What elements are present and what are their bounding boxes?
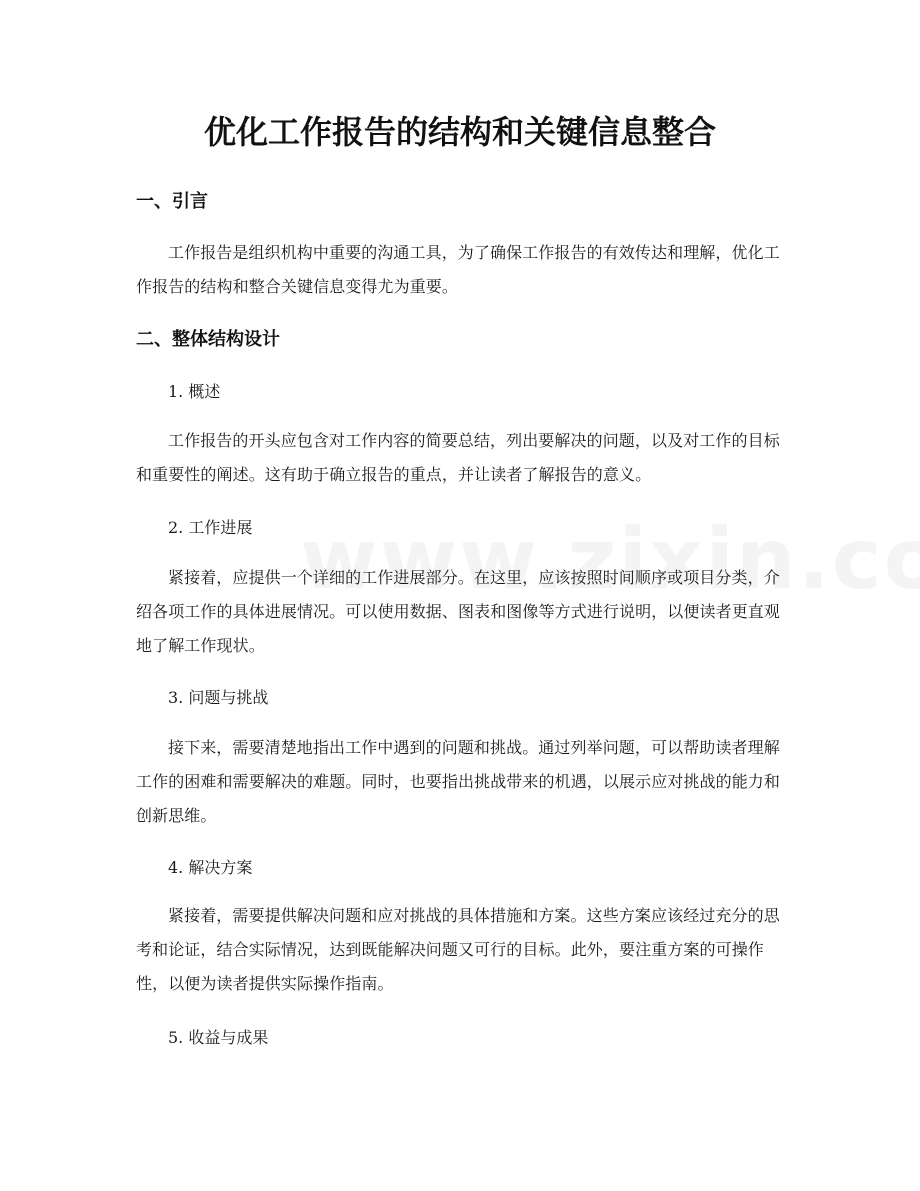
subheading-benefits: 5. 收益与成果 xyxy=(168,1028,269,1047)
section-heading-structure: 二、整体结构设计 xyxy=(136,329,280,350)
subheading-overview: 1. 概述 xyxy=(168,382,221,401)
subheading-progress: 2. 工作进展 xyxy=(168,518,253,537)
subheading-challenges: 3. 问题与挑战 xyxy=(168,688,269,707)
document-title: 优化工作报告的结构和关键信息整合 xyxy=(203,113,716,151)
intro-paragraph: 工作报告是组织机构中重要的沟通工具，为了确保工作报告的有效传达和理解，优化工作报告的结构和整合关键信息变得尤为重要。 xyxy=(136,243,780,296)
section-heading-intro: 一、引言 xyxy=(136,191,208,212)
progress-paragraph: 紧接着，应提供一个详细的工作进展部分。在这里，应该按照时间顺序或项目分类，介绍各项工作的具体进展情况。可以使用数据、图表和图像等方式进行说明，以便读者更直观地了解工作现状。 xyxy=(136,568,781,655)
subheading-solutions: 4. 解决方案 xyxy=(168,858,253,877)
challenges-paragraph: 接下来，需要清楚地指出工作中遇到的问题和挑战。通过列举问题，可以帮助读者理解工作的困难和需要解决的难题。同时，也要指出挑战带来的机遇，以展示应对挑战的能力和创新思维。 xyxy=(136,738,781,825)
overview-paragraph: 工作报告的开头应包含对工作内容的简要总结，列出要解决的问题，以及对工作的目标和重要性的阐述。这有助于确立报告的重点，并让读者了解报告的意义。 xyxy=(136,431,780,484)
solutions-paragraph: 紧接着，需要提供解决问题和应对挑战的具体措施和方案。这些方案应该经过充分的思考和论证，结合实际情况，达到既能解决问题又可行的目标。此外，要注重方案的可操作性，以便为读者提供实际操作指南。 xyxy=(136,906,780,993)
